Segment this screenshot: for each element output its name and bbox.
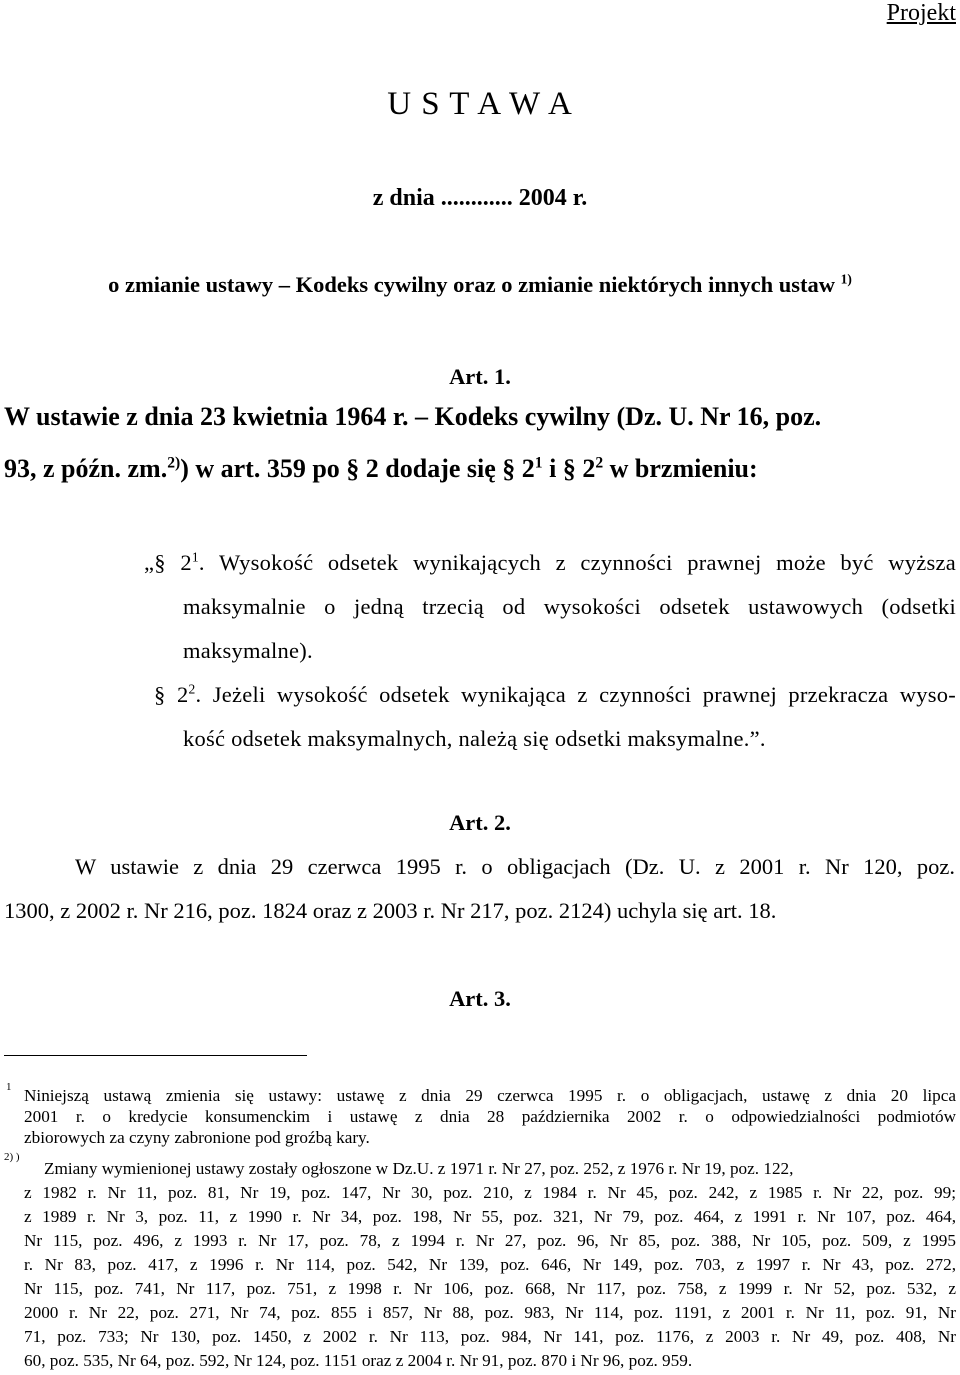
paragraph-2-1-line2: maksymalnie o jedną trzecią od wysokości odsetek ustawowych (odsetki <box>183 594 956 619</box>
p22-prefix: § 2 <box>154 682 189 707</box>
subject-text: o zmianie ustawy – Kodeks cywilny oraz o zmianie niektórych innych ustaw <box>108 272 835 297</box>
paragraph-2-2-line2: kość odsetek maksymalnych, należą się odsetki maksymalne.”. <box>183 726 766 751</box>
footnote-2-line: 60, poz. 535, Nr 64, poz. 592, Nr 124, poz. 1151 oraz z 2004 r. Nr 91, poz. 870 i Nr 96, poz. 959. <box>24 1351 693 1370</box>
footnote-1-mark: 1 <box>6 1081 12 1093</box>
paragraph-2-1-line3: maksymalne). <box>183 638 313 663</box>
p21-prefix: „§ 2 <box>144 550 192 575</box>
art1-line1: W ustawie z dnia 23 kwietnia 1964 r. – Kodeks cywilny (Dz. U. Nr 16, poz. <box>4 402 822 431</box>
projekt-label: Projekt <box>886 0 956 26</box>
p22-sup: 2 <box>188 681 196 697</box>
art2-line1: W ustawie z dnia 29 czerwca 1995 r. o obligacjach (Dz. U. z 2001 r. Nr 120, poz. <box>75 854 955 879</box>
footnote-1-line: Niniejszą ustawą zmienia się ustawy: ustawę z dnia 29 czerwca 1995 r. o obligacjach, ustawę z dnia 20 lipca <box>24 1086 956 1105</box>
paragraph-2-1-line1 <box>144 550 956 576</box>
art1-sup-2: 2 <box>595 454 604 472</box>
art1-sup-1: 1 <box>534 454 543 472</box>
footnote-2-mark: 2) ) <box>4 1151 20 1163</box>
p21-sup: 1 <box>191 549 199 565</box>
footnote-2-line: Nr 115, poz. 496, z 1993 r. Nr 17, poz. 78, z 1994 r. Nr 27, poz. 96, Nr 85, poz. 388, Nr 105, poz. 509, z 1995 <box>24 1231 956 1250</box>
art1-line2 <box>4 454 758 484</box>
date-line: z dnia ............ 2004 r. <box>372 185 588 211</box>
document-title: U S T A W A <box>387 86 573 122</box>
footnote-1-line: zbiorowych za czyny zabronione pod groźbą kary. <box>24 1128 370 1147</box>
footnote-2-line: z 1982 r. Nr 11, poz. 81, Nr 19, poz. 147, Nr 30, poz. 210, z 1984 r. Nr 45, poz. 242, z 1985 r. Nr 22, poz. 99; <box>24 1183 956 1202</box>
paragraph-2-2-line1 <box>154 682 956 708</box>
p21-text: . Wysokość odsetek wynikających z czynności prawnej może być wyższa <box>198 550 956 575</box>
footnote-1-line: 2001 r. o kredycie konsumenckim i ustawę z dnia 28 października 2002 r. o odpowiedzialności podmiotów <box>24 1107 956 1126</box>
subject-line <box>0 272 960 298</box>
art3-heading: Art. 3. <box>449 986 511 1011</box>
footnote-2-line: z 1989 r. Nr 3, poz. 11, z 1990 r. Nr 34, poz. 198, Nr 55, poz. 321, Nr 79, poz. 464, z 1991 r. Nr 107, poz. 464, <box>24 1207 956 1226</box>
art1-line2-a: 93, z późn. zm. <box>4 454 168 483</box>
art2-heading: Art. 2. <box>449 810 511 835</box>
footnote-2-line: 2000 r. Nr 22, poz. 271, Nr 74, poz. 855 i 857, Nr 88, poz. 983, Nr 114, poz. 1191, z 2001 r. Nr 11, poz. 91, Nr <box>24 1303 956 1322</box>
art1-line2-c: i § 2 <box>542 454 596 483</box>
subject-footnote-ref: 1) <box>840 271 852 287</box>
footnote-2-line: Zmiany wymienionej ustawy zostały ogłoszone w Dz.U. z 1971 r. Nr 27, poz. 252, z 1976 r. Nr 19, poz. 122, <box>44 1159 794 1178</box>
art1-line2-b: ) w art. 359 po § 2 dodaje się § 2 <box>180 454 535 483</box>
footnote-2-line: Nr 115, poz. 741, Nr 117, poz. 751, z 1998 r. Nr 106, poz. 668, Nr 117, poz. 758, z 1999 r. Nr 52, poz. 532, z <box>24 1279 956 1298</box>
footnote-separator <box>4 1055 307 1056</box>
footnote-2-line: 71, poz. 733; Nr 130, poz. 1450, z 2002 r. Nr 113, poz. 984, Nr 141, poz. 1176, z 2003 r. Nr 49, poz. 408, Nr <box>24 1327 956 1346</box>
art1-footnote-ref: 2) <box>167 454 181 472</box>
art1-heading: Art. 1. <box>449 364 511 389</box>
footnote-2-line: r. Nr 83, poz. 417, z 1996 r. Nr 114, poz. 542, Nr 139, poz. 646, Nr 149, poz. 703, z 1997 r. Nr 43, poz. 272, <box>24 1255 956 1274</box>
art2-line2: 1300, z 2002 r. Nr 216, poz. 1824 oraz z 2003 r. Nr 217, poz. 2124) uchyla się art. 18. <box>4 898 777 923</box>
p22-text: . Jeżeli wysokość odsetek wynikająca z czynności prawnej przekracza wyso- <box>195 682 957 707</box>
art1-line2-d: w brzmieniu: <box>603 454 758 483</box>
